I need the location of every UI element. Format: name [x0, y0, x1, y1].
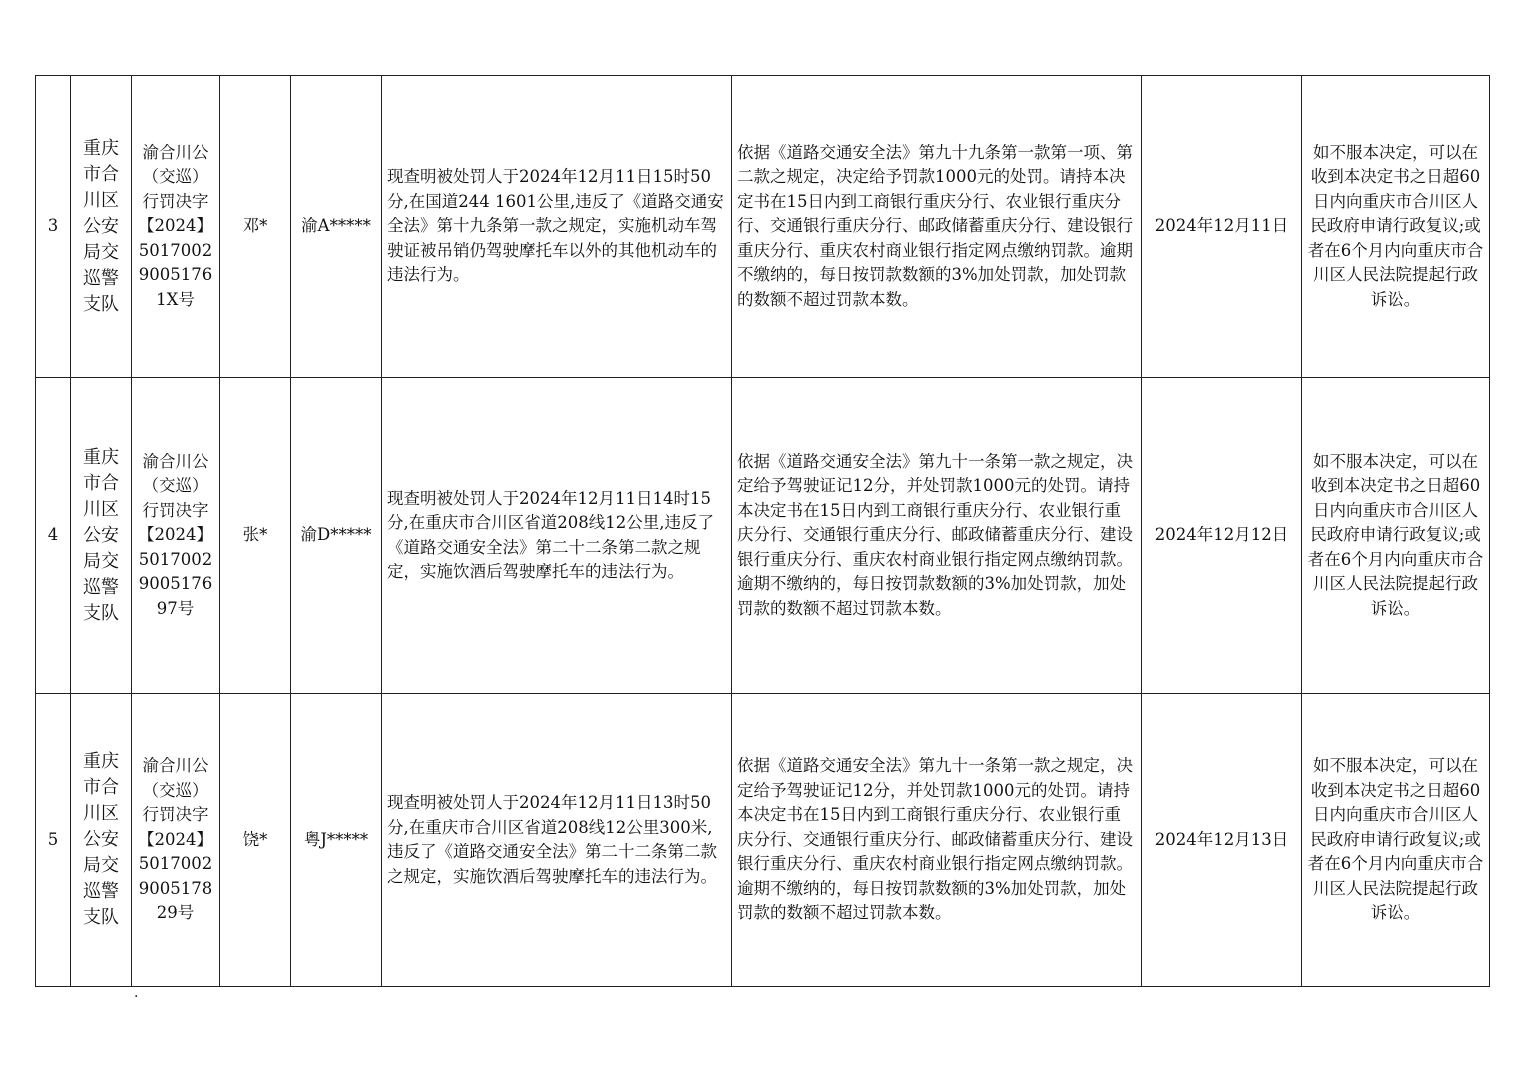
- date-cell: 2024年12月11日: [1142, 76, 1302, 378]
- remedy-cell: 如不服本决定，可以在收到本决定书之日超60日内向重庆市合川区人民政府申请行政复议;或者在6个月内向重庆市合川区人民法院提起行政诉讼。: [1302, 694, 1490, 987]
- date-cell: 2024年12月12日: [1142, 378, 1302, 694]
- unit-cell: 重庆市合川区公安局交巡警支队: [71, 76, 132, 378]
- doc-number-cell: 渝合川公（交巡）行罚决字【2024】5017002900517829号: [132, 694, 220, 987]
- remedy-cell: 如不服本决定，可以在收到本决定书之日超60日内向重庆市合川区人民政府申请行政复议;或者在6个月内向重庆市合川区人民法院提起行政诉讼。: [1302, 76, 1490, 378]
- seq-cell: 4: [36, 378, 71, 694]
- facts-cell: 现查明被处罚人于2024年12月11日15时50分,在国道244 1601公里,违反了《道路交通安全法》第十九条第一款之规定，实施机动车驾驶证被吊销仍驾驶摩托车以外的其他机动车的违法行为。: [382, 76, 732, 378]
- table-row: [36, 76, 1490, 378]
- ruling-cell: 依据《道路交通安全法》第九十九条第一款第一项、第二款之规定，决定给予罚款1000元的处罚。请持本决定书在15日内到工商银行重庆分行、农业银行重庆分行、交通银行重庆分行、邮政储蓄重庆分行、建设银行重庆分行、重庆农村商业银行指定网点缴纳罚款。逾期不缴纳的，每日按罚款数额的3%加处罚款，加处罚款的数额不超过罚款本数。: [732, 76, 1142, 378]
- unit-cell: 重庆市合川区公安局交巡警支队: [71, 694, 132, 987]
- seq-cell: 5: [36, 694, 71, 987]
- footer-mark: .: [134, 985, 139, 1001]
- date-cell: 2024年12月13日: [1142, 694, 1302, 987]
- ruling-cell: 依据《道路交通安全法》第九十一条第一款之规定，决定给予驾驶证记12分，并处罚款1000元的处罚。请持本决定书在15日内到工商银行重庆分行、农业银行重庆分行、交通银行重庆分行、邮政储蓄重庆分行、建设银行重庆分行、重庆农村商业银行指定网点缴纳罚款。逾期不缴纳的，每日按罚款数额的3%加处罚款，加处罚款的数额不超过罚款本数。: [732, 694, 1142, 987]
- doc-number-cell: 渝合川公（交巡）行罚决字【2024】5017002900517697号: [132, 378, 220, 694]
- plate-cell: 粤J*****: [291, 694, 382, 987]
- plate-cell: 渝D*****: [291, 378, 382, 694]
- unit-cell: 重庆市合川区公安局交巡警支队: [71, 378, 132, 694]
- name-cell: 饶*: [220, 694, 291, 987]
- name-cell: 张*: [220, 378, 291, 694]
- doc-number-cell: 渝合川公（交巡）行罚决字【2024】501700290051761X号: [132, 76, 220, 378]
- ruling-cell: 依据《道路交通安全法》第九十一条第一款之规定，决定给予驾驶证记12分，并处罚款1000元的处罚。请持本决定书在15日内到工商银行重庆分行、农业银行重庆分行、交通银行重庆分行、邮政储蓄重庆分行、建设银行重庆分行、重庆农村商业银行指定网点缴纳罚款。逾期不缴纳的，每日按罚款数额的3%加处罚款，加处罚款的数额不超过罚款本数。: [732, 378, 1142, 694]
- table-row: [36, 378, 1490, 694]
- facts-cell: 现查明被处罚人于2024年12月11日14时15分,在重庆市合川区省道208线12公里,违反了《道路交通安全法》第二十二条第二款之规定，实施饮酒后驾驶摩托车的违法行为。: [382, 378, 732, 694]
- facts-cell: 现查明被处罚人于2024年12月11日13时50分,在重庆市合川区省道208线12公里300米,违反了《道路交通安全法》第二十二条第二款之规定，实施饮酒后驾驶摩托车的违法行为。: [382, 694, 732, 987]
- seq-cell: 3: [36, 76, 71, 378]
- table-row: [36, 694, 1490, 987]
- remedy-cell: 如不服本决定，可以在收到本决定书之日超60日内向重庆市合川区人民政府申请行政复议;或者在6个月内向重庆市合川区人民法院提起行政诉讼。: [1302, 378, 1490, 694]
- penalty-table: [35, 75, 1490, 987]
- name-cell: 邓*: [220, 76, 291, 378]
- plate-cell: 渝A*****: [291, 76, 382, 378]
